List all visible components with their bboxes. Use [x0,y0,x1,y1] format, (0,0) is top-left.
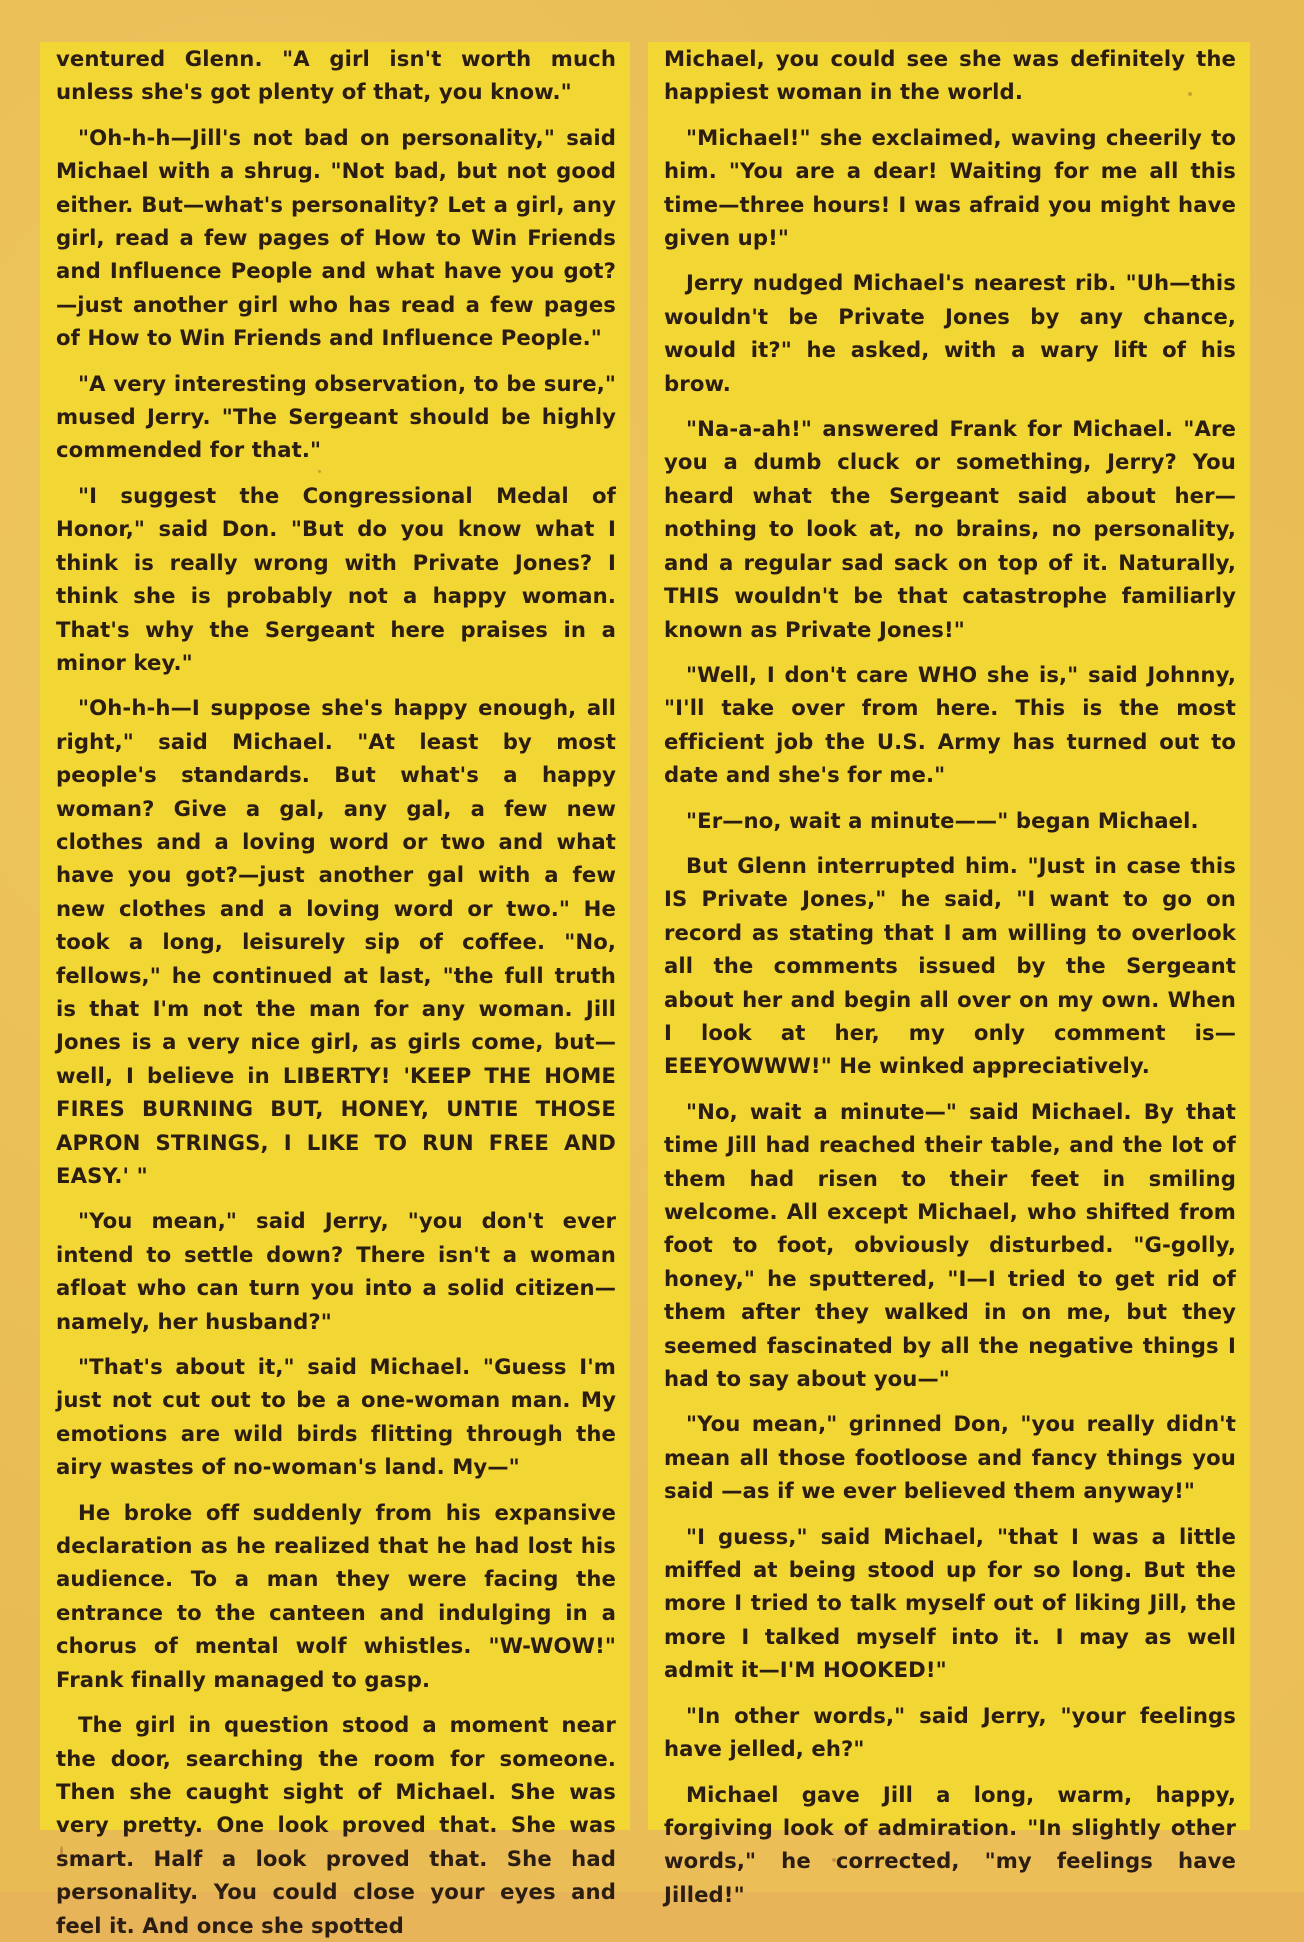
paragraph: But Glenn interrupted him. "Just in case this IS Private Jones," he said, "I want to go on record as stating that I am willing to overlook all the comments issued by the Sergeant about her and begin all over on my own. When I look at her, my only comment is—EEEYOWWW!" He winked appreciatively. [664,852,1236,1079]
paragraph: Michael gave Jill a long, warm, happy, forgiving look of admiration. "In slightly other words," he corrected, "my feelings have Jilled!" [664,1781,1236,1907]
paragraph: Jerry nudged Michael's nearest rib. "Uh—this wouldn't be Private Jones by any chance, would it?" he asked, with a wary lift of his brow. [664,270,1236,396]
paragraph: "Oh-h-h—I suppose she's happy enough, all right," said Michael. "At least by most people's standards. But what's a happy woman? Give a gal, any gal, a few new clothes and a loving word or two and what have you got?—just another gal with a few new clothes and a loving word or two." He took a long, leisurely sip of coffee. "No, fellows," he continued at last, "the full truth is that I'm not the man for any woman. Jill Jones is a very nice girl, as girls come, but—well, I believe in LIBERTY! 'KEEP THE HOME FIRES BURNING BUT, HONEY, UNTIE THOSE APRON STRINGS, I LIKE TO RUN FREE AND EASY.' " [56,695,616,1188]
paragraph: "I guess," said Michael, "that I was a little miffed at being stood up for so long. But the more I tried to talk myself out of liking Jill, the more I talked myself into it. I may as well admit it—I'M HOOKED!" [664,1523,1236,1683]
paragraph: "Na-a-ah!" answered Frank for Michael. "Are you a dumb cluck or something, Jerry? You heard what the Sergeant said about her—nothing to look at, no brains, no personality, and a regular sad sack on top of it. Naturally, THIS wouldn't be that catastrophe familiarly known as Private Jones!" [664,416,1236,642]
paragraph: He broke off suddenly from his expansive declaration as he realized that he had lost his audience. To a man they were facing the entrance to the canteen and indulging in a chorus of mental wolf whistles. "W-WOW!" Frank finally managed to gasp. [56,1499,616,1692]
paragraph: ventured Glenn. "A girl isn't worth much unless she's got plenty of that, you know." [56,46,616,105]
left-text-column [40,42,630,1938]
paper-speck [832,1858,836,1862]
paragraph: Michael, you could see she was definitely the happiest woman in the world. [664,46,1236,105]
paragraph: "You mean," said Jerry, "you don't ever intend to settle down? There isn't a woman afloat who can turn you into a solid citizen—namely, her husband?" [56,1208,616,1334]
paragraph: "No, wait a minute—" said Michael. By that time Jill had reached their table, and the lot of them had risen to their feet in smiling welcome. All except Michael, who shifted from foot to foot, obviously disturbed. "G-golly, honey," he sputtered, "I—I tried to get rid of them after they walked in on me, but they seemed fascinated by all the negative things I had to say about you—" [664,1098,1236,1392]
paragraph: "A very interesting observation, to be sure," mused Jerry. "The Sergeant should be highly commended for that." [56,370,616,463]
paragraph: "Well, I don't care WHO she is," said Johnny, "I'll take over from here. This is the most efficient job the U.S. Army has turned out to date and she's for me." [664,661,1236,788]
right-text-column [648,42,1250,1907]
paragraph: The girl in question stood a moment near the door, searching the room for someone. Then she caught sight of Michael. She was very pretty. One look proved that. She was smart. Half a look proved that. She had personality. You could close your eyes and feel it. And once she spotted [56,1712,616,1938]
paragraph: "In other words," said Jerry, "your feelings have jelled, eh?" [664,1702,1236,1762]
paper-speck [1188,92,1192,96]
paragraph: "That's about it," said Michael. "Guess I'm just not cut out to be a one-woman man. My emotions are wild birds flitting through the airy wastes of no-woman's land. My—" [56,1354,616,1480]
paragraph: "I suggest the Congressional Medal of Honor," said Don. "But do you know what I think is really wrong with Private Jones? I think she is probably not a happy woman. That's why the Sergeant here praises in a minor key." [56,482,616,675]
paper-speck [992,1067,997,1072]
paper-speck [60,1846,63,1856]
paragraph: "Michael!" she exclaimed, waving cheerily to him. "You are a dear! Waiting for me all this time—three hours! I was afraid you might have given up!" [664,124,1236,251]
paragraph: "Er—no, wait a minute——" began Michael. [686,807,1199,833]
paragraph: "Oh-h-h—Jill's not bad on personality," said Michael with a shrug. "Not bad, but not good either. But—what's personality? Let a girl, any girl, read a few pages of How to Win Friends and Influence People and what have you got?—just another girl who has read a few pages of How to Win Friends and Influence People." [56,124,616,351]
paper-speck [318,470,321,473]
paragraph: "You mean," grinned Don, "you really didn't mean all those footloose and fancy things you said —as if we ever believed them anyway!" [664,1411,1236,1504]
